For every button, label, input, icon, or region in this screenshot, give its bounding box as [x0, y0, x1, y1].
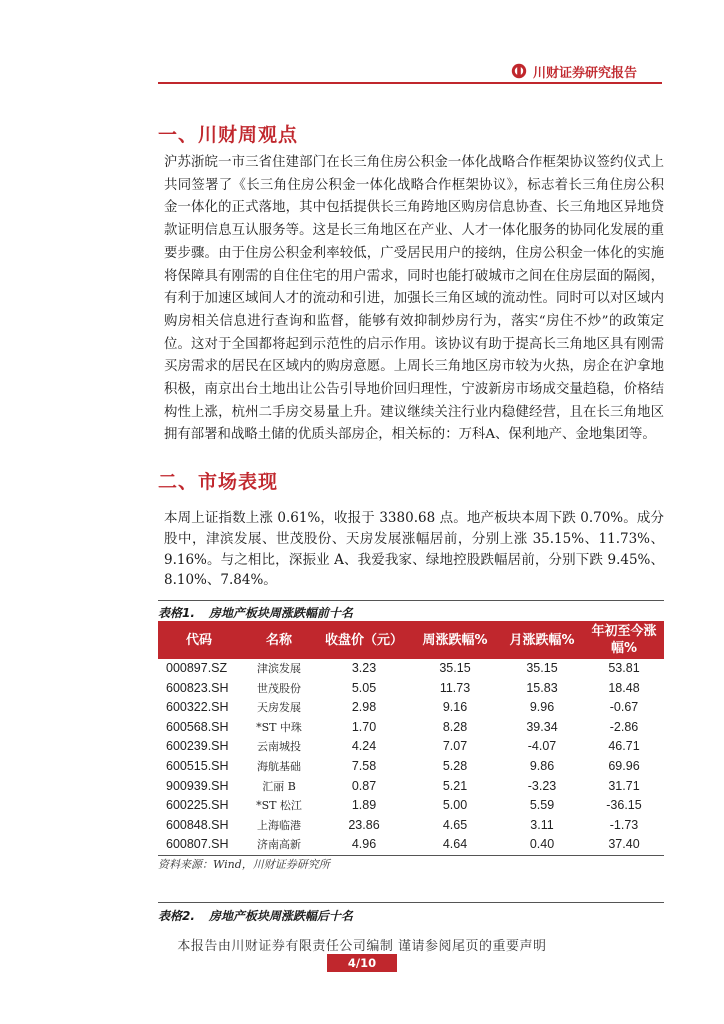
table-row [158, 679, 664, 699]
cell-name: 云南城投 [257, 740, 301, 754]
brand-header [511, 62, 637, 80]
cell-ytd-change: -1.73 [609, 817, 639, 832]
cell-weekly-change: 11.73 [439, 680, 471, 695]
table-row [158, 816, 664, 836]
cell-weekly-change: 7.07 [442, 739, 468, 754]
table-2-caption [158, 907, 353, 924]
cell-ytd-change: -0.67 [609, 700, 639, 715]
table-row [158, 718, 664, 738]
table-row [158, 835, 664, 855]
cell-weekly-change: 8.28 [442, 719, 468, 734]
section-1-body: 沪苏浙皖一市三省住建部门在长三角住房公积金一体化战略合作框架协议签约仪式上共同签署了《长三角住房公积金一体化战略合作框架协议》，标志着长三角住房公积金一体化的正式落地，其中包括提供长三角跨地区购房信息协查、长三角地区异地贷款证明信息互认服务等。这是长三角地区在产业、人才一体化服务的协同化发展的重要步骤。由于住房公积金利率较低，广受居民用户的接纳，住房公积金一体化的实施将保障具有刚需的自住住宅的用户需求，同时也能打破城市之间在住房层面的隔阂，有利于加速区域间人才的流动和引进，加强长三角区域的流动性。同时可以对区域内购房相关信息进行查询和监督，能够有效抑制炒房行为，落实“房住不炒”的政策定位。这对于全国都将起到示范性的启示作用。该协议有助于提高长三角地区具有刚需买房需求的居民在区域内的购房意愿。上周长三角地区房市较为火热，房企在沪拿地积极，南京出台土地出让公告引导地价回归理性，宁波新房市场成交量趋稳，价格结构性上涨，杭州二手房交易量上升。建议继续关注行业内稳健经营，且在长三角地区拥有部署和战略土储的优质头部房企，相关标的：万科A、保利地产、金地集团等。 [164, 155, 664, 443]
cell-name: 天房发展 [257, 701, 301, 715]
cell-monthly-change: 35.15 [526, 661, 558, 675]
table-row [158, 698, 664, 718]
cell-code: 600823.SH [166, 680, 229, 695]
table-row [158, 777, 664, 797]
cell-weekly-change: 9.16 [442, 700, 468, 715]
cell-monthly-change: 9.96 [529, 700, 555, 715]
brand-logo-icon [511, 63, 527, 79]
header-monthly-change: 月涨跌幅% [500, 621, 584, 659]
section-2-body: 本周上证指数上涨 0.61%，收报于 3380.68 点。地产板块本周下跌 0.70%。成分股中，津滨发展、世茂股份、天房发展涨幅居前，分别上涨 35.15%、11.73%、9.16%。与之相比，深振业 A、我爱我家、绿地控股跌幅居前，分别下跌 9.45%、8.10%、7.84%。 [164, 510, 664, 589]
cell-weekly-change: 5.00 [442, 798, 468, 813]
cell-code: 900939.SH [166, 778, 229, 793]
cell-close-price: 5.05 [351, 680, 377, 695]
header-close-price: 收盘价（元） [318, 621, 410, 659]
cell-monthly-change: 5.59 [529, 798, 555, 813]
table-2-top-rule [158, 902, 664, 903]
cell-name: *ST 松江 [256, 799, 302, 813]
cell-ytd-change: 69.96 [608, 758, 640, 773]
top-ten-gainers-table [158, 621, 664, 856]
footer-disclaimer: 本报告由川财证券有限责任公司编制 谨请参阅尾页的重要声明 [177, 939, 547, 954]
cell-name: 上海临港 [257, 818, 301, 832]
cell-weekly-change: 4.65 [442, 817, 468, 832]
cell-ytd-change: 46.71 [608, 739, 640, 754]
header-ytd-change: 年初至今涨幅% [584, 621, 664, 659]
table-1-top-rule [158, 600, 664, 601]
cell-name: 济南高新 [240, 835, 318, 855]
cell-name: 津滨发展 [257, 662, 301, 675]
header-code: 代码 [158, 621, 240, 659]
table-1-source: 资料来源：Wind，川财证券研究所 [158, 858, 330, 871]
cell-monthly-change: 0.40 [500, 835, 584, 855]
cell-monthly-change: -4.07 [527, 739, 557, 754]
cell-close-price: 1.89 [351, 798, 377, 813]
header-name: 名称 [240, 621, 318, 659]
cell-ytd-change: 53.81 [608, 661, 640, 675]
table-row [158, 659, 664, 679]
cell-close-price: 23.86 [348, 817, 380, 832]
cell-monthly-change: 3.11 [530, 817, 554, 832]
table-2-caption-text: 房地产板块周涨跌幅后十名 [208, 909, 353, 923]
table-2-caption-number: 表格2. [158, 909, 195, 923]
cell-monthly-change: 9.86 [529, 758, 555, 773]
table-1-caption-number: 表格1. [158, 606, 195, 620]
table-row [158, 737, 664, 757]
cell-ytd-change: -36.15 [606, 798, 642, 813]
cell-code: 600848.SH [166, 817, 229, 832]
cell-close-price: 2.98 [351, 700, 377, 715]
table-1-caption [158, 604, 353, 621]
cell-close-price: 4.24 [351, 739, 377, 754]
cell-close-price: 4.96 [318, 835, 410, 855]
cell-code: 600239.SH [166, 739, 229, 754]
cell-close-price: 0.87 [351, 778, 377, 793]
header-weekly-change: 周涨跌幅% [410, 621, 500, 659]
cell-weekly-change: 4.64 [410, 835, 500, 855]
brand-name: 川财证券研究报告 [533, 65, 638, 81]
cell-ytd-change: 37.40 [584, 835, 664, 855]
cell-ytd-change: 18.48 [608, 680, 640, 695]
cell-monthly-change: 39.34 [526, 719, 558, 734]
page-number: 4/10 [327, 954, 397, 972]
cell-code: 600515.SH [166, 758, 229, 773]
cell-name: 世茂股份 [257, 681, 301, 695]
table-row [158, 796, 664, 816]
table-row [158, 757, 664, 777]
cell-ytd-change: 31.71 [608, 778, 640, 793]
cell-close-price: 1.70 [351, 719, 377, 734]
cell-weekly-change: 35.15 [439, 661, 471, 675]
cell-name: 海航基础 [257, 759, 301, 773]
section-2-title: 二、市场表现 [158, 471, 279, 493]
cell-close-price: 3.23 [351, 661, 377, 675]
cell-code: 600225.SH [166, 798, 229, 813]
cell-code: 000897.SZ [166, 661, 228, 675]
cell-code: 600322.SH [166, 700, 229, 715]
cell-weekly-change: 5.28 [442, 758, 468, 773]
section-1-title: 一、川财周观点 [158, 124, 299, 146]
cell-code: 600807.SH [158, 835, 240, 855]
cell-name: 汇丽 B [262, 779, 296, 793]
cell-name: *ST 中珠 [256, 720, 302, 734]
cell-monthly-change: 15.83 [526, 680, 558, 695]
cell-close-price: 7.58 [351, 758, 377, 773]
cell-weekly-change: 5.21 [442, 778, 468, 793]
cell-code: 600568.SH [166, 719, 229, 734]
cell-ytd-change: -2.86 [609, 719, 639, 734]
table-header-row [158, 621, 664, 659]
header-rule [158, 82, 662, 84]
table-1-caption-text: 房地产板块周涨跌幅前十名 [208, 606, 353, 620]
cell-monthly-change: -3.23 [527, 778, 557, 793]
